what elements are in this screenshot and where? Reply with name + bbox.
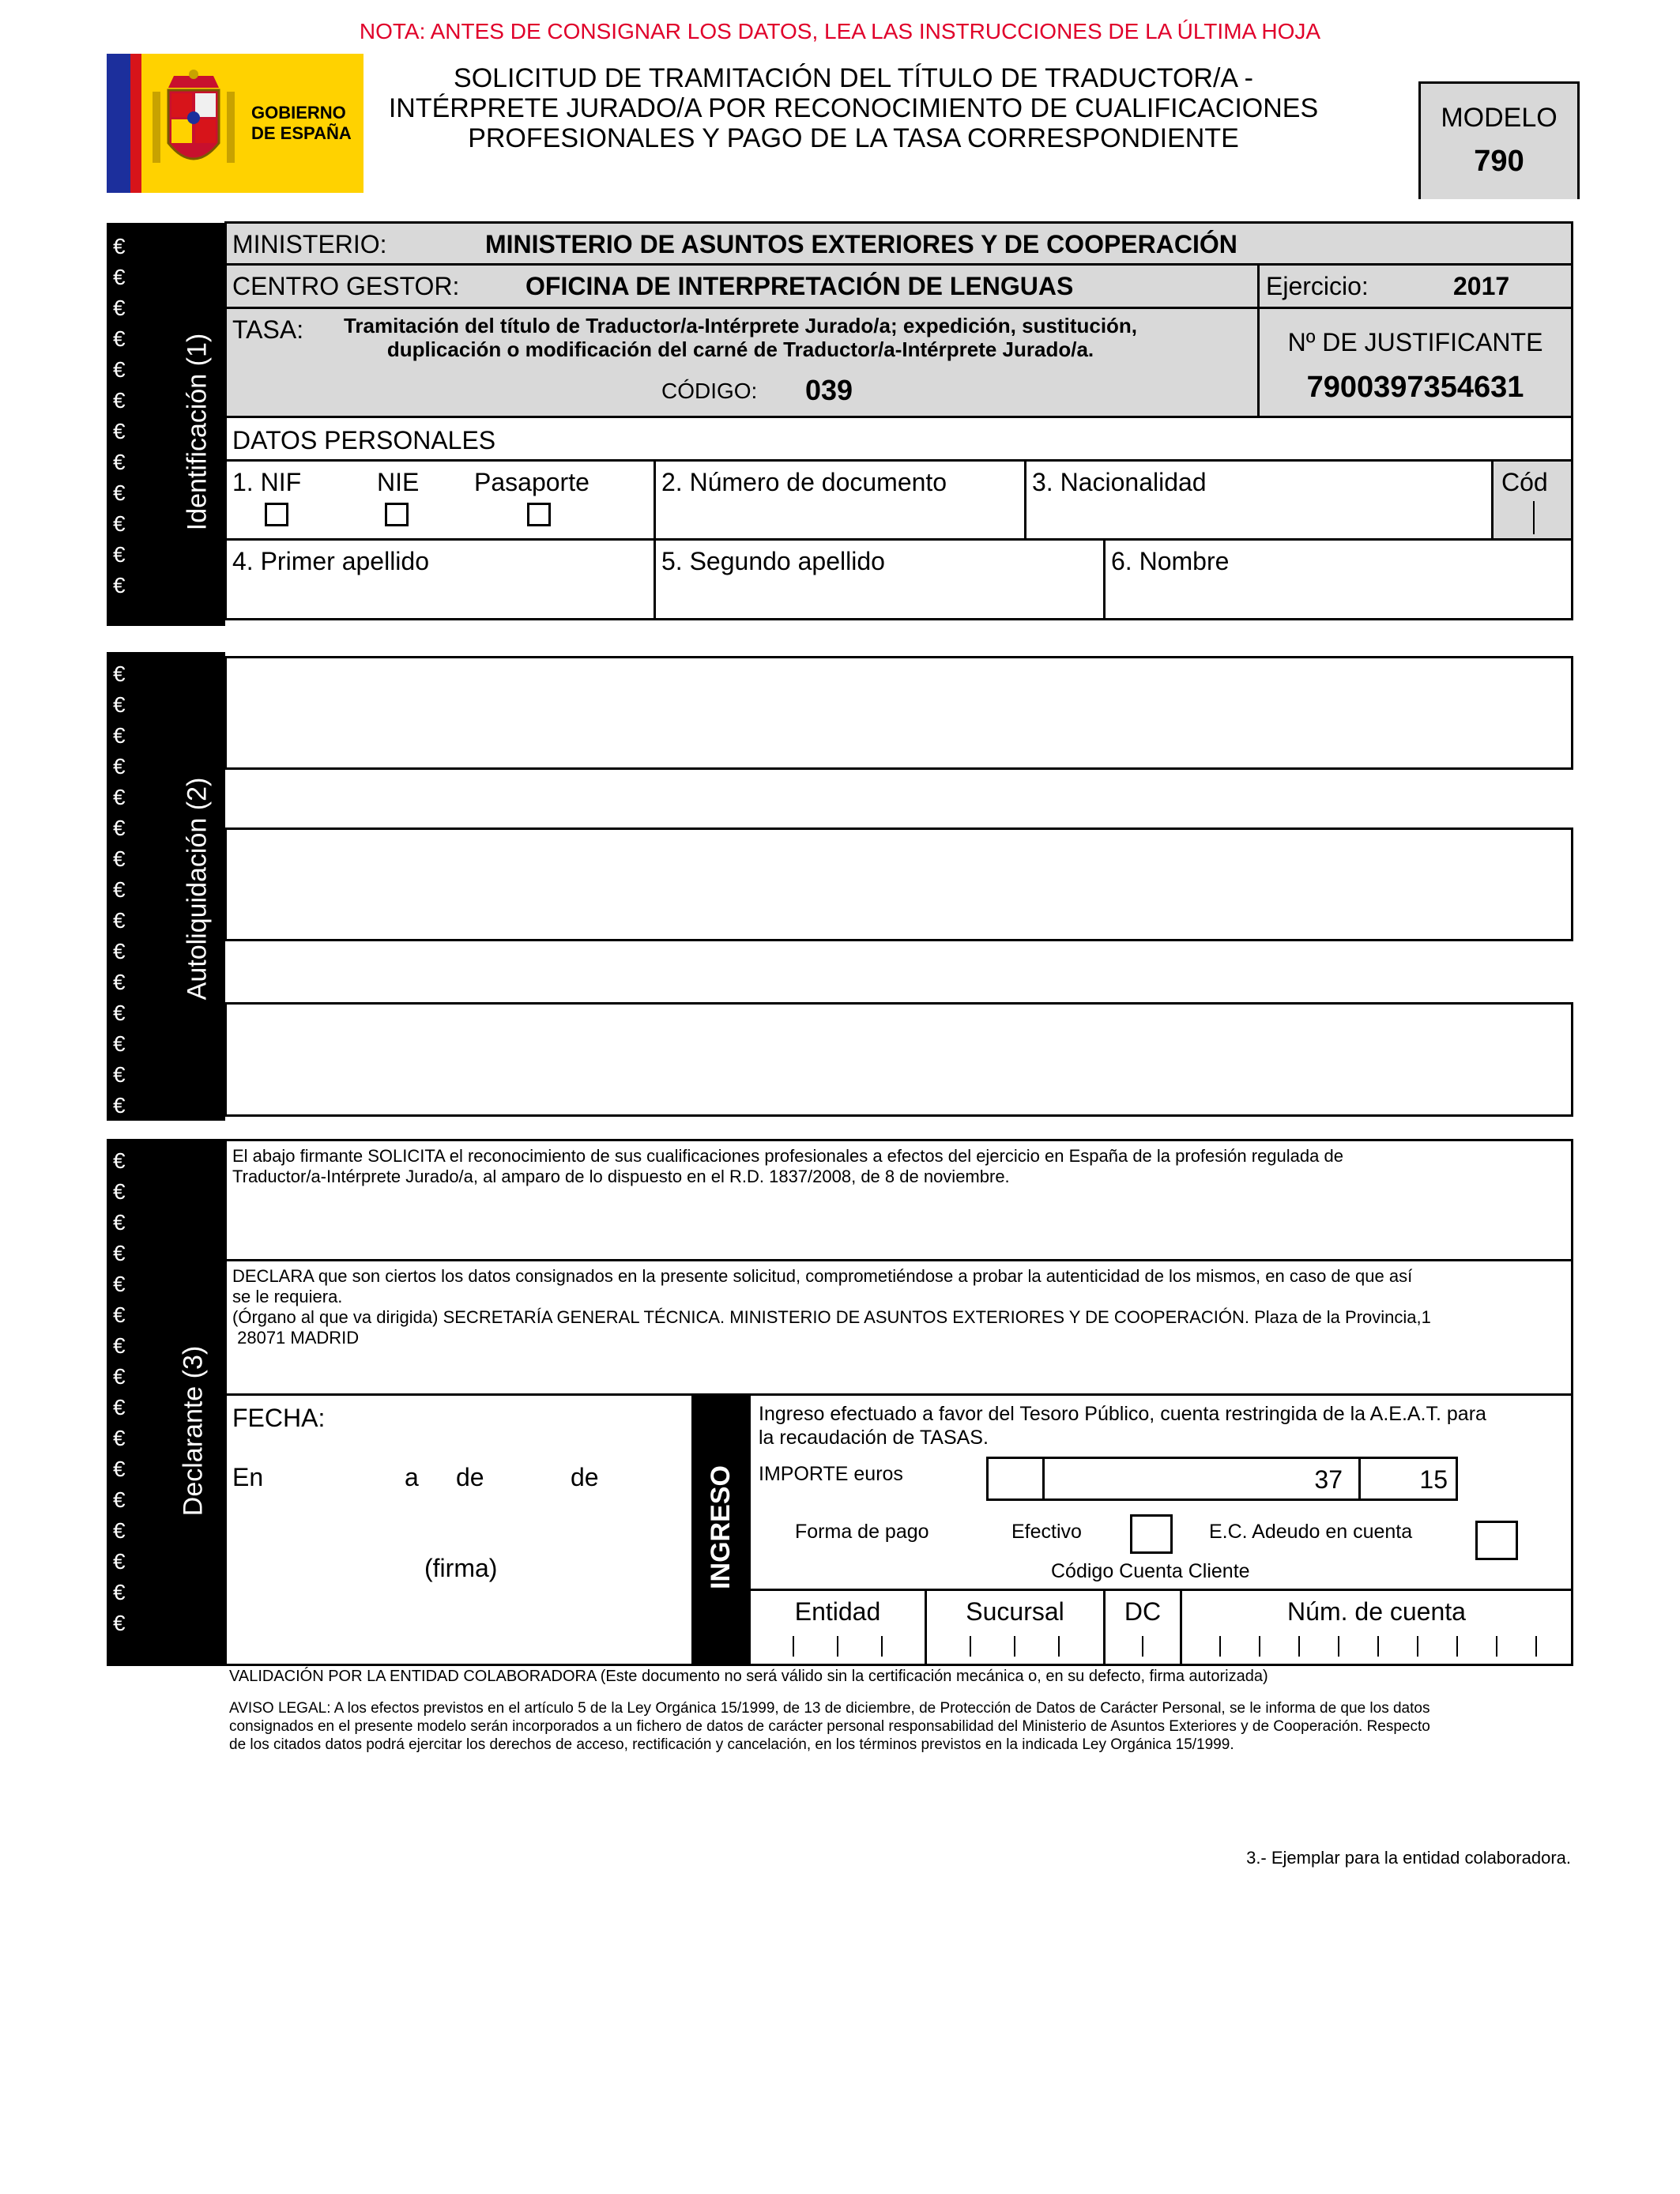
efectivo-label: Efectivo <box>1011 1521 1082 1543</box>
eu-stripe <box>107 54 130 193</box>
centro-value: OFICINA DE INTERPRETACIÓN DE LENGUAS <box>525 272 1074 300</box>
tasa-description <box>306 314 1175 361</box>
pasaporte-label: Pasaporte <box>474 468 590 496</box>
section-label-identificacion: Identificación (1) <box>182 333 213 531</box>
autoliquidacion-box-1 <box>224 656 1573 770</box>
justificante-box <box>1257 307 1573 418</box>
declara-line2: se le requiera. <box>232 1287 343 1306</box>
title-line1: SOLICITUD DE TRAMITACIÓN DEL TÍTULO DE TRADUCTOR/A - <box>454 63 1253 93</box>
nie-checkbox[interactable] <box>385 503 409 526</box>
modelo-number: 790 <box>1474 145 1524 178</box>
euro-column: € € € € € € € € € € € € € € € € <box>113 1148 126 1635</box>
primer-apellido-label: 4. Primer apellido <box>232 547 429 575</box>
forma-pago-label: Forma de pago <box>795 1521 929 1543</box>
declara-text <box>232 1266 1568 1348</box>
primer-apellido-field[interactable] <box>224 538 656 620</box>
cod-divider <box>1533 501 1535 534</box>
datos-personales-header <box>224 416 1573 462</box>
dc-label: DC <box>1124 1597 1162 1626</box>
pasaporte-checkbox[interactable] <box>527 503 551 526</box>
form-title <box>379 63 1328 153</box>
de-label-1: de <box>456 1463 484 1491</box>
nombre-field[interactable] <box>1103 538 1573 620</box>
modelo-box <box>1418 81 1580 199</box>
ejemplar-text: 3.- Ejemplar para la entidad colaboradora. <box>1246 1848 1571 1868</box>
aviso-line3: de los citados datos podrá ejercitar los derechos de acceso, rectificación y cancelación, en los términos previstos en la indicada Ley Orgánica 15/1999. <box>229 1736 1234 1753</box>
gobierno-logo <box>107 54 363 193</box>
fecha-label: FECHA: <box>232 1404 326 1432</box>
codigo-value: 039 <box>805 374 853 406</box>
ejercicio-value: 2017 <box>1453 272 1510 300</box>
adeudo-checkbox[interactable] <box>1475 1521 1518 1560</box>
euro-column: € € € € € € € € € € € € <box>113 234 126 598</box>
autoliquidacion-box-2 <box>224 827 1573 941</box>
nif-checkbox[interactable] <box>265 503 288 526</box>
nacionalidad-field[interactable] <box>1024 459 1494 541</box>
cod-label: Cód <box>1501 468 1548 496</box>
nacionalidad-label: 3. Nacionalidad <box>1032 468 1207 496</box>
solicita-text <box>232 1146 1560 1187</box>
title-line2: INTÉRPRETE JURADO/A POR RECONOCIMIENTO DE CUALIFICACIONES <box>388 93 1319 123</box>
modelo-label: MODELO <box>1441 103 1558 133</box>
organo-line1: (Órgano al que va dirigida) SECRETARÍA GENERAL TÉCNICA. MINISTERIO DE ASUNTOS EXTERIORES Y DE COOPERACIÓN. Plaza de la Provincia,1 <box>232 1307 1431 1327</box>
codigo-label: CÓDIGO: <box>661 379 758 403</box>
adeudo-label: E.C. Adeudo en cuenta <box>1209 1521 1413 1543</box>
title-line3: PROFESIONALES Y PAGO DE LA TASA CORRESPONDIENTE <box>468 123 1239 153</box>
importe-box-sign[interactable] <box>986 1457 1045 1501</box>
firma-label[interactable]: (firma) <box>424 1554 498 1582</box>
ministerio-label: MINISTERIO: <box>232 230 387 258</box>
nombre-label: 6. Nombre <box>1111 547 1230 575</box>
importe-euros: 37 <box>1314 1465 1343 1494</box>
tasa-line1: Tramitación del título de Traductor/a-Intérprete Jurado/a; expedición, sustitución, <box>343 314 1138 337</box>
fecha-box <box>224 1393 694 1666</box>
solicita-box <box>224 1139 1573 1261</box>
segundo-apellido-label: 5. Segundo apellido <box>661 547 885 575</box>
ingreso-box <box>748 1393 1573 1591</box>
de-label-2: de <box>571 1463 599 1491</box>
ccc-label: Código Cuenta Cliente <box>1051 1560 1250 1582</box>
instructions-note: NOTA: ANTES DE CONSIGNAR LOS DATOS, LEA LAS INSTRUCCIONES DE LA ÚLTIMA HOJA <box>359 19 1321 43</box>
ingreso-sidebar <box>691 1393 751 1666</box>
importe-cents: 15 <box>1419 1465 1448 1494</box>
euro-column: € € € € € € € € € € € € € € € <box>113 662 126 1118</box>
organo-line2: 28071 MADRID <box>232 1328 360 1348</box>
aviso-legal <box>229 1699 1573 1754</box>
validacion-text: VALIDACIÓN POR LA ENTIDAD COLABORADORA (Este documento no será válido sin la certificación mecánica o, en su defecto, firma autorizada) <box>229 1668 1268 1685</box>
efectivo-checkbox[interactable] <box>1130 1514 1173 1554</box>
tasa-line2: duplicación o modificación del carné de Traductor/a-Intérprete Jurado/a. <box>386 337 1094 361</box>
sidebar-declarante <box>107 1139 225 1666</box>
ingreso-text <box>759 1402 1486 1449</box>
flag-stripe <box>130 54 141 193</box>
justificante-value: 7900397354631 <box>1306 371 1524 404</box>
ingreso-line1: Ingreso efectuado a favor del Tesoro Público, cuenta restringida de la A.E.A.T. para <box>759 1403 1486 1425</box>
ejercicio-box <box>1257 263 1573 309</box>
solicita-line1: El abajo firmante SOLICITA el reconocimiento de sus cualificaciones profesionales a efectos del ejercicio en España de la profesión regulada de <box>232 1146 1343 1166</box>
ministerio-value: MINISTERIO DE ASUNTOS EXTERIORES Y DE COOPERACIÓN <box>485 230 1237 258</box>
solicita-line2: Traductor/a-Intérprete Jurado/a, al amparo de lo dispuesto en el R.D. 1837/2008, de 8 de noviembre. <box>232 1167 1010 1186</box>
aviso-line2: consignados en el presente modelo serán incorporados a un fichero de datos de carácter personal responsabilidad del Ministerio de Asuntos Exteriores y de Cooperación. Respecto <box>229 1718 1430 1735</box>
cuenta-field[interactable] <box>1180 1589 1573 1666</box>
nie-label: NIE <box>377 468 420 496</box>
ministerio-row <box>224 221 1573 266</box>
datos-personales-label: DATOS PERSONALES <box>232 426 496 454</box>
tasa-label: TASA: <box>232 315 304 344</box>
a-label: a <box>405 1463 419 1491</box>
importe-cents-box[interactable] <box>1358 1457 1458 1501</box>
segundo-apellido-field[interactable] <box>654 538 1106 620</box>
declara-box <box>224 1259 1573 1396</box>
ejercicio-label: Ejercicio: <box>1266 272 1369 300</box>
numero-documento-label: 2. Número de documento <box>661 468 947 496</box>
document-type-field <box>224 459 656 541</box>
entidad-label: Entidad <box>794 1597 881 1626</box>
declara-line1: DECLARA que son ciertos los datos consignados en la presente solicitud, comprometiéndose a probar la autenticidad de los mismos, en caso de que así <box>232 1266 1413 1286</box>
nif-label: 1. NIF <box>232 468 302 496</box>
centro-label: CENTRO GESTOR: <box>232 272 460 300</box>
sidebar-identificacion <box>107 223 225 626</box>
importe-label: IMPORTE euros <box>759 1463 903 1485</box>
logo-line1: GOBIERNO <box>251 103 346 123</box>
section-label-declarante: Declarante (3) <box>178 1345 209 1517</box>
en-label[interactable]: En <box>232 1463 264 1491</box>
autoliquidacion-box-3 <box>224 1002 1573 1117</box>
aviso-line1: AVISO LEGAL: A los efectos previstos en el artículo 5 de la Ley Orgánica 15/1999, de 13 de diciembre, de Protección de Datos de Carácter Personal, se le informa de que los datos <box>229 1700 1430 1717</box>
section-label-autoliquidacion: Autoliquidación (2) <box>182 777 213 1001</box>
sidebar-autoliquidacion <box>107 652 225 1121</box>
sucursal-label: Sucursal <box>966 1597 1064 1626</box>
coat-of-arms-icon <box>146 68 241 179</box>
centro-gestor-row <box>224 263 1260 309</box>
numero-documento-field[interactable] <box>654 459 1026 541</box>
ingreso-line2: la recaudación de TASAS. <box>759 1427 989 1449</box>
tasa-row <box>224 307 1260 418</box>
cod-field[interactable] <box>1491 459 1573 541</box>
importe-euros-box[interactable] <box>1042 1457 1361 1501</box>
ingreso-label: INGRESO <box>706 1465 736 1589</box>
cuenta-label: Núm. de cuenta <box>1287 1597 1466 1626</box>
logo-line2: DE ESPAÑA <box>251 123 352 143</box>
justificante-label: Nº DE JUSTIFICANTE <box>1287 328 1543 356</box>
